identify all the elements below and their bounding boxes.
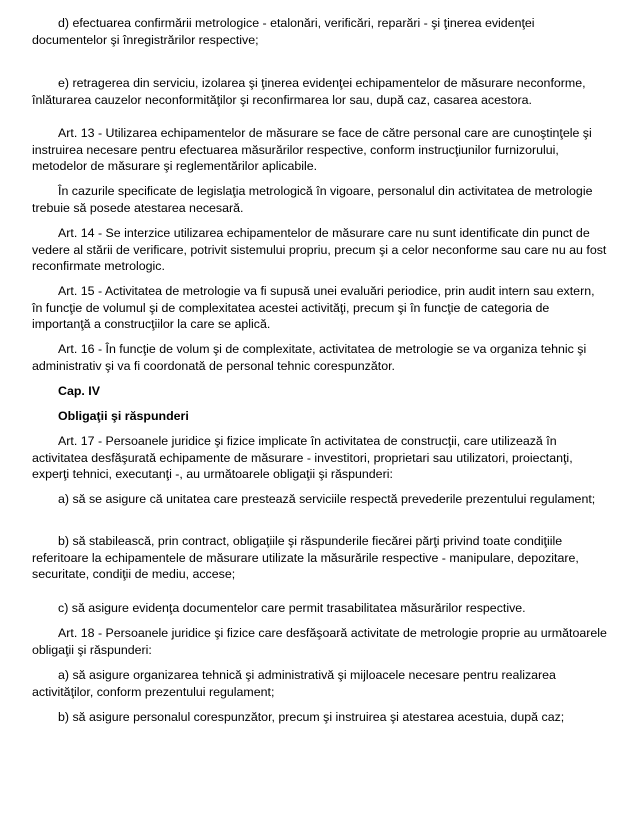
- paragraph-item-d: d) efectuarea confirmării metrologice - etalonări, verificări, reparări - şi ţinerea evidenţei documentelor şi înregistrărilor respective;: [32, 16, 535, 47]
- article-17-item-c: c) să asigure evidenţa documentelor care permit trasabilitatea măsurărilor respective.: [58, 601, 526, 615]
- article-13-paragraph: Art. 13 - Utilizarea echipamentelor de măsurare se face de către personal care are cunoştinţele şi instruirea necesare pentru efectuarea măsurărilor respective, conform instrucţiunilor furnizorului, metodelor de măsurare şi reglementărilor aplicabile.: [32, 126, 592, 174]
- chapter-heading: Cap. IV: [58, 384, 100, 398]
- section-heading: Obligaţii şi răspunderi: [58, 409, 189, 423]
- metrology-certification-paragraph: În cazurile specificate de legislaţia metrologică în vigoare, personalul din activitatea de metrologie trebuie să posede atestarea necesară.: [32, 184, 593, 215]
- article-17-item-b: b) să stabilească, prin contract, obligaţiile şi răspunderile fiecărei părţi privind toate condiţiile referitoare la echipamentele de măsurare utilizate la măsurările respective - manipulare, depozitare, securitate, condiţii de mediu, accese;: [32, 534, 579, 582]
- article-18-item-a: a) să asigure organizarea tehnică şi administrativă şi mijloacele necesare pentru realizarea activităţilor, conform prezentului regulament;: [32, 668, 556, 699]
- article-18-item-b: b) să asigure personalul corespunzător, precum şi instruirea şi atestarea acestuia, după caz;: [58, 710, 565, 724]
- article-14-paragraph: Art. 14 - Se interzice utilizarea echipamentelor de măsurare care nu sunt identificate din punct de vedere al stării de verificare, potrivit sistemului propriu, precum şi a celor neconforme sau care nu au fost reconfirmate metrologic.: [32, 226, 607, 274]
- article-17-item-a: a) să se asigure că unitatea care prestează serviciile respectă prevederile prezentului regulament;: [58, 492, 596, 506]
- paragraph-item-e: e) retragerea din serviciu, izolarea şi ţinerea evidenţei echipamentelor de măsurare neconforme, înlăturarea cauzelor neconformităţilor şi reconfirmarea lor sau, după caz, casarea acestora.: [32, 76, 586, 107]
- article-18-paragraph: Art. 18 - Persoanele juridice şi fizice care desfăşoară activitate de metrologie proprie au următoarele obligaţii şi răspunderi:: [32, 626, 607, 657]
- article-16-paragraph: Art. 16 - În funcţie de volum şi de complexitate, activitatea de metrologie se va organiza tehnic şi administrativ şi va fi coordonată de personal tehnic corespunzător.: [32, 342, 587, 373]
- article-17-paragraph: Art. 17 - Persoanele juridice şi fizice implicate în activitatea de construcţii, care utilizează în activitatea desfăşurată echipamente de măsurare - investitori, proprietari sau utilizatori, proiectanţi, experţi tehnici, executanţi -, au următoarele obligaţii şi răspunderi:: [32, 434, 573, 482]
- article-15-paragraph: Art. 15 - Activitatea de metrologie va fi supusă unei evaluări periodice, prin audit intern sau extern, în funcţie de volumul şi de complexitatea acestei activităţi, precum şi în funcţie de categoria de importanţă a construcţiilor la care se aplică.: [32, 284, 595, 332]
